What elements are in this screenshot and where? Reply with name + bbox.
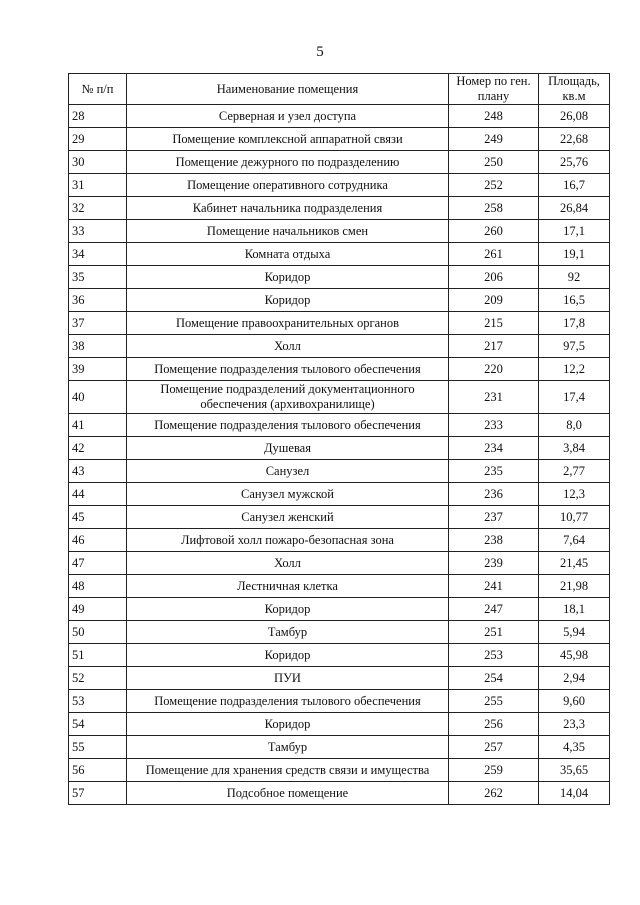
row-area: 16,7	[539, 174, 610, 197]
row-num: 41	[69, 414, 127, 437]
row-gen-plan: 250	[449, 151, 539, 174]
row-area: 3,84	[539, 437, 610, 460]
table-row	[69, 197, 610, 220]
row-name: Коридор	[127, 713, 449, 736]
row-gen-plan: 258	[449, 197, 539, 220]
table-row	[69, 782, 610, 805]
row-area: 17,8	[539, 312, 610, 335]
row-name: Коридор	[127, 644, 449, 667]
row-num: 43	[69, 460, 127, 483]
row-gen-plan: 255	[449, 690, 539, 713]
row-num: 55	[69, 736, 127, 759]
row-num: 35	[69, 266, 127, 289]
table-row	[69, 437, 610, 460]
row-area: 12,3	[539, 483, 610, 506]
row-gen-plan: 239	[449, 552, 539, 575]
table-row	[69, 460, 610, 483]
row-name: Помещение подразделений документационного обеспечения (архивохранилище)	[127, 381, 449, 414]
row-num: 32	[69, 197, 127, 220]
row-area: 16,5	[539, 289, 610, 312]
table-row	[69, 312, 610, 335]
row-gen-plan: 247	[449, 598, 539, 621]
row-name: Санузел мужской	[127, 483, 449, 506]
row-num: 50	[69, 621, 127, 644]
table-row	[69, 151, 610, 174]
row-gen-plan: 253	[449, 644, 539, 667]
row-num: 57	[69, 782, 127, 805]
row-gen-plan: 248	[449, 105, 539, 128]
row-name: Коридор	[127, 266, 449, 289]
row-gen-plan: 249	[449, 128, 539, 151]
row-area: 22,68	[539, 128, 610, 151]
row-gen-plan: 217	[449, 335, 539, 358]
row-area: 19,1	[539, 243, 610, 266]
table-row	[69, 690, 610, 713]
rooms-table	[68, 73, 610, 805]
row-num: 29	[69, 128, 127, 151]
row-area: 12,2	[539, 358, 610, 381]
row-area: 26,08	[539, 105, 610, 128]
row-num: 47	[69, 552, 127, 575]
row-num: 40	[69, 381, 127, 414]
row-name: Помещение подразделения тылового обеспечения	[127, 690, 449, 713]
row-name: Холл	[127, 335, 449, 358]
row-num: 51	[69, 644, 127, 667]
table-row	[69, 128, 610, 151]
header-gen-plan: Номер по ген. плану	[449, 74, 539, 105]
row-area: 2,94	[539, 667, 610, 690]
row-name: Помещение подразделения тылового обеспечения	[127, 414, 449, 437]
row-gen-plan: 209	[449, 289, 539, 312]
row-gen-plan: 261	[449, 243, 539, 266]
row-gen-plan: 252	[449, 174, 539, 197]
row-name: Кабинет начальника подразделения	[127, 197, 449, 220]
row-name: Душевая	[127, 437, 449, 460]
row-name: Серверная и узел доступа	[127, 105, 449, 128]
row-num: 44	[69, 483, 127, 506]
row-gen-plan: 260	[449, 220, 539, 243]
row-area: 2,77	[539, 460, 610, 483]
table-row	[69, 736, 610, 759]
row-name: Помещение дежурного по подразделению	[127, 151, 449, 174]
row-gen-plan: 215	[449, 312, 539, 335]
row-num: 49	[69, 598, 127, 621]
table-row	[69, 220, 610, 243]
row-num: 52	[69, 667, 127, 690]
table-row	[69, 552, 610, 575]
row-name: Помещение подразделения тылового обеспечения	[127, 358, 449, 381]
row-gen-plan: 206	[449, 266, 539, 289]
table-row	[69, 575, 610, 598]
table-row	[69, 644, 610, 667]
table-row	[69, 381, 610, 414]
header-num: № п/п	[69, 74, 127, 105]
table-row	[69, 529, 610, 552]
row-gen-plan: 233	[449, 414, 539, 437]
row-name: Санузел женский	[127, 506, 449, 529]
row-area: 23,3	[539, 713, 610, 736]
row-area: 14,04	[539, 782, 610, 805]
row-area: 8,0	[539, 414, 610, 437]
table-row	[69, 483, 610, 506]
table-row	[69, 713, 610, 736]
row-gen-plan: 259	[449, 759, 539, 782]
row-num: 33	[69, 220, 127, 243]
row-gen-plan: 220	[449, 358, 539, 381]
table-row	[69, 506, 610, 529]
row-area: 7,64	[539, 529, 610, 552]
row-name: Санузел	[127, 460, 449, 483]
row-gen-plan: 257	[449, 736, 539, 759]
row-gen-plan: 231	[449, 381, 539, 414]
row-gen-plan: 254	[449, 667, 539, 690]
row-area: 97,5	[539, 335, 610, 358]
table-row	[69, 621, 610, 644]
row-gen-plan: 237	[449, 506, 539, 529]
row-gen-plan: 238	[449, 529, 539, 552]
row-num: 39	[69, 358, 127, 381]
row-gen-plan: 235	[449, 460, 539, 483]
row-name: Лестничная клетка	[127, 575, 449, 598]
page-number: 5	[316, 44, 324, 60]
row-num: 34	[69, 243, 127, 266]
row-name: Тамбур	[127, 621, 449, 644]
table-row	[69, 667, 610, 690]
row-name: Помещение оперативного сотрудника	[127, 174, 449, 197]
row-name: Тамбур	[127, 736, 449, 759]
row-gen-plan: 236	[449, 483, 539, 506]
table-row	[69, 358, 610, 381]
row-area: 4,35	[539, 736, 610, 759]
row-area: 45,98	[539, 644, 610, 667]
row-area: 18,1	[539, 598, 610, 621]
row-name: Помещение для хранения средств связи и имущества	[127, 759, 449, 782]
row-num: 28	[69, 105, 127, 128]
row-num: 54	[69, 713, 127, 736]
table-row	[69, 105, 610, 128]
row-num: 31	[69, 174, 127, 197]
row-name: Подсобное помещение	[127, 782, 449, 805]
row-area: 9,60	[539, 690, 610, 713]
row-area: 92	[539, 266, 610, 289]
table-row	[69, 174, 610, 197]
row-gen-plan: 256	[449, 713, 539, 736]
row-num: 48	[69, 575, 127, 598]
row-num: 53	[69, 690, 127, 713]
table-header-row	[69, 74, 610, 105]
row-gen-plan: 241	[449, 575, 539, 598]
row-name: Коридор	[127, 598, 449, 621]
row-name: Помещение правоохранительных органов	[127, 312, 449, 335]
header-area: Площадь, кв.м	[539, 74, 610, 105]
row-num: 45	[69, 506, 127, 529]
row-num: 30	[69, 151, 127, 174]
table-row	[69, 414, 610, 437]
table-row	[69, 266, 610, 289]
table-row	[69, 598, 610, 621]
row-name: Помещение комплексной аппаратной связи	[127, 128, 449, 151]
row-area: 17,1	[539, 220, 610, 243]
row-name: Комната отдыха	[127, 243, 449, 266]
table-row	[69, 759, 610, 782]
row-area: 21,45	[539, 552, 610, 575]
row-num: 46	[69, 529, 127, 552]
row-area: 35,65	[539, 759, 610, 782]
row-gen-plan: 251	[449, 621, 539, 644]
row-name: Лифтовой холл пожаро-безопасная зона	[127, 529, 449, 552]
row-name: Коридор	[127, 289, 449, 312]
row-area: 25,76	[539, 151, 610, 174]
row-name: ПУИ	[127, 667, 449, 690]
header-name: Наименование помещения	[127, 74, 449, 105]
table-row	[69, 243, 610, 266]
row-area: 17,4	[539, 381, 610, 414]
row-num: 42	[69, 437, 127, 460]
table-row	[69, 289, 610, 312]
row-name: Помещение начальников смен	[127, 220, 449, 243]
row-area: 26,84	[539, 197, 610, 220]
table-row	[69, 335, 610, 358]
row-name: Холл	[127, 552, 449, 575]
row-gen-plan: 234	[449, 437, 539, 460]
row-area: 10,77	[539, 506, 610, 529]
row-gen-plan: 262	[449, 782, 539, 805]
row-num: 56	[69, 759, 127, 782]
row-num: 36	[69, 289, 127, 312]
row-num: 38	[69, 335, 127, 358]
row-area: 5,94	[539, 621, 610, 644]
row-area: 21,98	[539, 575, 610, 598]
row-num: 37	[69, 312, 127, 335]
